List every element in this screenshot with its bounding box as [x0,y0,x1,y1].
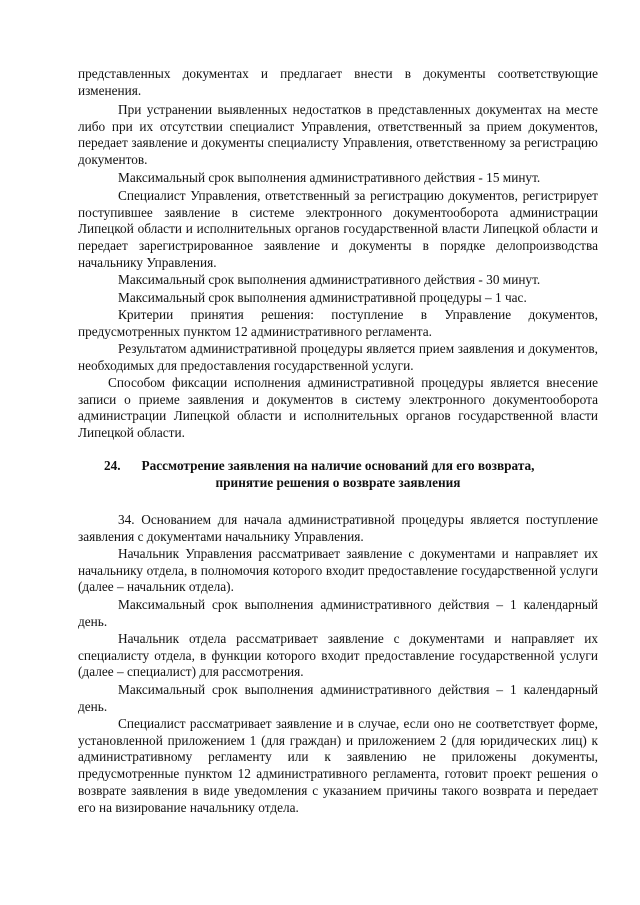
paragraph-max-time-day-2: Максимальный срок выполнения административного действия – 1 календарный день. [78,682,598,714]
paragraph-result: Результатом административной процедуры является прием заявления и документов, необходимых для предоставления государственной услуги. [78,341,598,373]
paragraph-max-time-15: Максимальный срок выполнения административного действия - 15 минут. [118,170,541,185]
paragraph-criteria: Критерии принятия решения: поступление в Управление документов, предусмотренных пунктом 12 административного регламента. [78,307,598,339]
paragraph-registration: Специалист Управления, ответственный за регистрацию документов, регистрирует поступившее заявление в системе электронного документооборота администрации Липецкой области и исполнительных органов государственной власти Липецкой области и передает зарегистрированное заявление и документы в порядке делопроизводства начальнику Управления. [78,188,598,270]
section-title-line-2: принятие решения о возврате заявления [215,474,461,490]
section-number: 24. [104,458,121,473]
paragraph-head-reviews: Начальник Управления рассматривает заявление с документами и направляет их начальнику отдела, в полномочия которого входит предоставление государственной услуги (далее – начальник отдела). [78,546,598,595]
paragraph-max-time-30: Максимальный срок выполнения административного действия - 30 минут. [118,272,541,287]
paragraph-fixation: Способом фиксации исполнения административной процедуры является внесение записи о приеме заявления и документов в систему электронного документооборота администрации Липецкой области и исполнительных органов государственной власти Липецкой области. [78,375,598,441]
paragraph-specialist-review: Специалист рассматривает заявление и в случае, если оно не соответствует форме, установленной приложением 1 (для граждан) и приложением 2 (для юридических лиц) к административному регламенту или к заявлению не приложены документы, предусмотренные пунктом 12 административного регламента, готовит проект решения о возврате заявления в виде уведомления с указанием причины такого возврата и передает его на визирование начальнику отдела. [78,716,598,815]
section-heading [78,458,598,491]
paragraph-department-head: Начальник отдела рассматривает заявление с документами и направляет их специалисту отдела, в функции которого входит предоставление государственной услуги (далее – специалист) для рассмотрения. [78,631,598,680]
paragraph-max-time-day-1: Максимальный срок выполнения административного действия – 1 календарный день. [78,597,598,629]
paragraph-continuation: представленных документах и предлагает внести в документы соответствующие изменения. [78,66,598,98]
paragraph-deficiencies: При устранении выявленных недостатков в представленных документах на месте либо при их отсутствии специалист Управления, ответственный за прием документов, передает заявление и документы специалисту Управления, ответственному за регистрацию документов. [78,102,598,168]
paragraph-34-basis: 34. Основанием для начала административной процедуры является поступление заявления с документами начальнику Управления. [78,512,598,544]
paragraph-procedure-time: Максимальный срок выполнения административной процедуры – 1 час. [118,290,527,305]
section-title-line-1: Рассмотрение заявления на наличие оснований для его возврата, [141,458,535,473]
